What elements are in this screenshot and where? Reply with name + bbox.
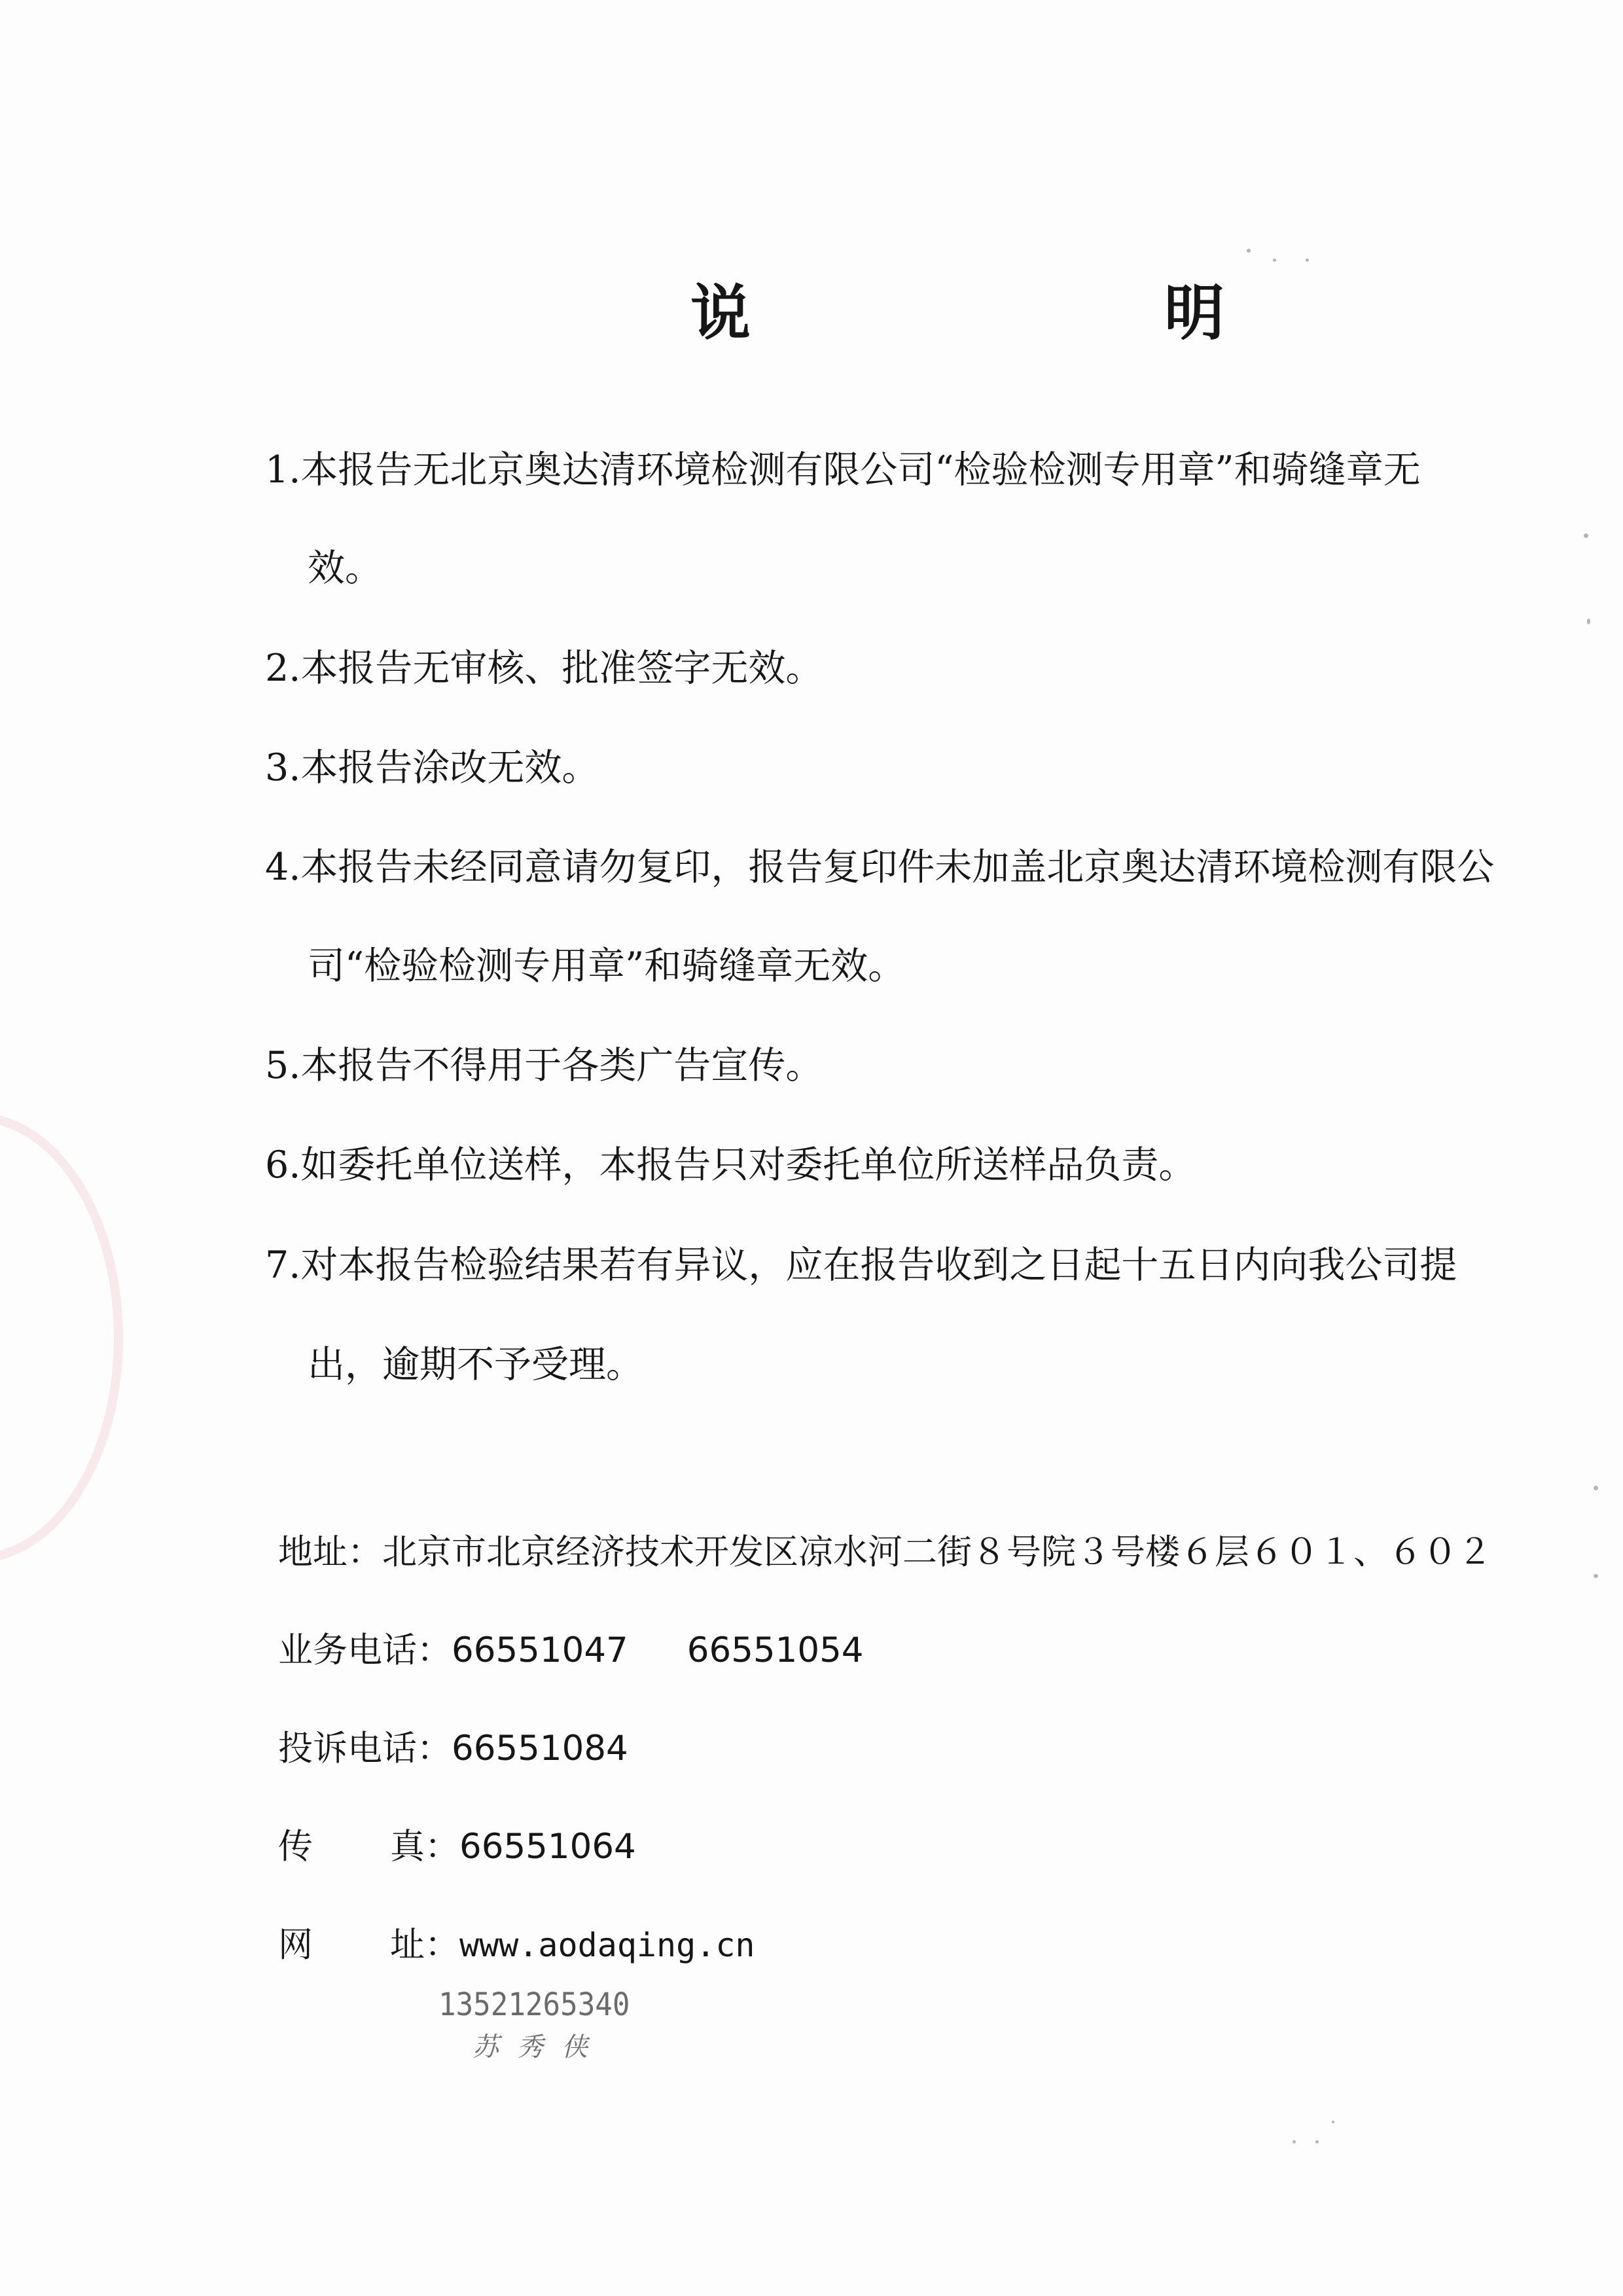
clause-7-line-1: 7.对本报告检验结果若有异议，应在报告收到之日起十五日内向我公司提 [265,1244,1457,1287]
website-label-char-1: 网 [278,1925,390,1965]
clause-6: 6.如委托单位送样，本报告只对委托单位所送样品负责。 [265,1143,1196,1187]
website-row [278,1925,755,1965]
scan-speck [1332,2121,1334,2123]
complaint-phone-label: 投诉电话： [278,1729,452,1768]
clause-5: 5.本报告不得用于各类广告宣传。 [265,1044,823,1087]
website-label-char-2: 址： [390,1925,459,1965]
address-row [278,1532,1492,1572]
clause-3: 3.本报告涂改无效。 [265,746,599,789]
scan-speck [1587,619,1590,624]
complaint-phone-value: 66551084 [452,1729,628,1768]
handwritten-phone-number: 13521265340 [438,1986,630,2023]
address-value: 北京市北京经济技术开发区凉水河二街８号院３号楼６层６０１、６０２ [382,1532,1492,1572]
scan-speck [1273,259,1276,262]
clause-1-line-1: 1.本报告无北京奥达清环境检测有限公司“检验检测专用章”和骑缝章无 [265,448,1421,492]
business-phone-row [278,1630,864,1670]
scan-speck [1594,1574,1598,1578]
website-value: www.aodaqing.cn [459,1926,755,1964]
clause-4-line-2: 司“检验检测专用章”和骑缝章无效。 [308,944,906,988]
scan-speck [1247,249,1251,253]
scan-speck [1315,2140,1319,2144]
page-title: 说 明 [690,278,1421,348]
clause-1-line-2: 效。 [308,547,382,590]
business-phone-1: 66551047 [452,1630,628,1670]
scan-speck [1584,533,1588,538]
scan-speck [1306,259,1309,262]
business-phone-label: 业务电话： [278,1630,452,1670]
fax-label-char-2: 真： [390,1827,459,1867]
faded-seal-trace [0,1113,123,1563]
fax-row [278,1827,636,1867]
scan-speck [1594,1486,1598,1490]
fax-value: 66551064 [459,1827,636,1867]
address-label: 地址： [278,1532,382,1572]
scan-speck [1293,2140,1296,2144]
clause-7-line-2: 出，逾期不予受理。 [308,1343,643,1386]
clause-2: 2.本报告无审核、批准签字无效。 [265,647,823,690]
fax-label-char-1: 传 [278,1827,390,1867]
business-phone-2: 66551054 [687,1630,864,1670]
complaint-phone-row [278,1731,628,1766]
handwritten-name: 苏秀侠 [473,2032,606,2062]
clause-4-line-1: 4.本报告未经同意请勿复印，报告复印件未加盖北京奥达清环境检测有限公 [265,846,1495,889]
